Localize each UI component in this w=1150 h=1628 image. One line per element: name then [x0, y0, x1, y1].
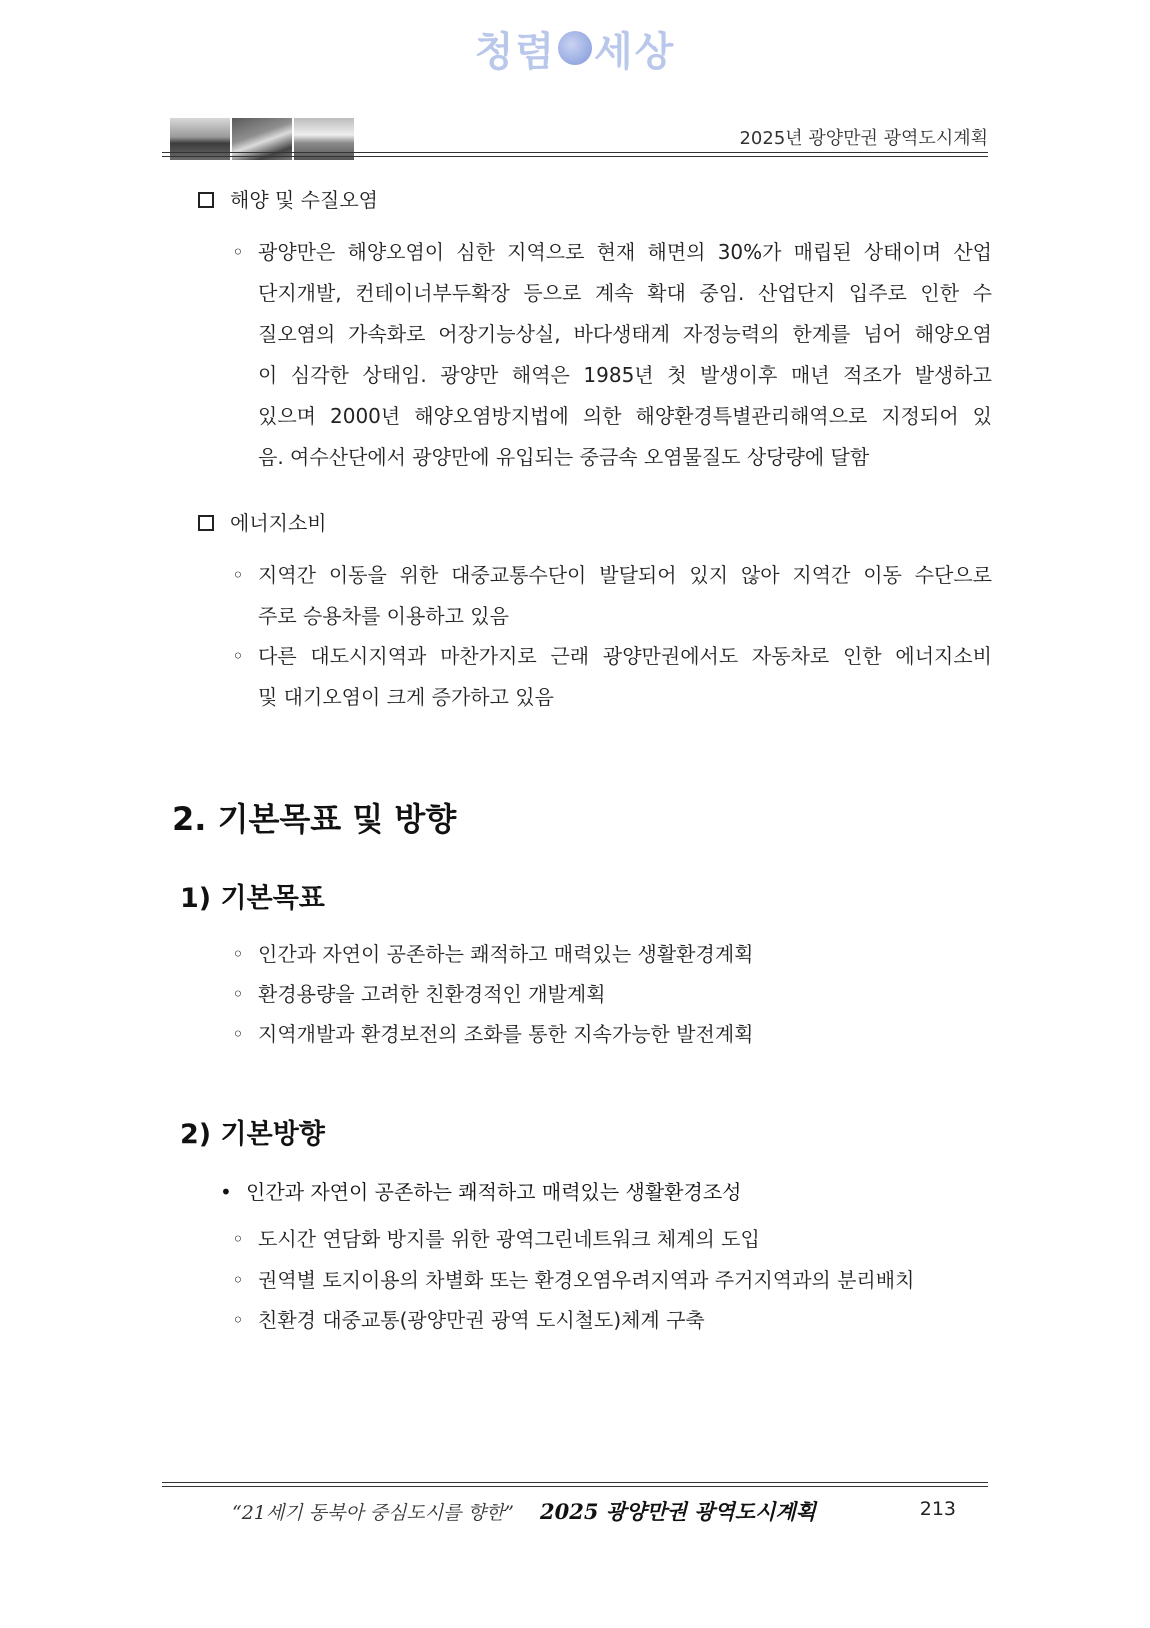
footer-rule	[162, 1482, 988, 1483]
header-logo	[430, 18, 720, 78]
logo-text-right: 세상	[594, 28, 676, 75]
section-heading-energy: 에너지소비	[198, 507, 327, 536]
chapter-heading: 2. 기본목표 및 방향	[172, 800, 457, 838]
water-paragraph	[232, 232, 992, 478]
logo-text-left: 청렴	[474, 28, 556, 75]
header-title: 2025년 광양만권 광역도시계획	[739, 128, 988, 149]
goals-heading: 1) 기본목표	[180, 883, 325, 914]
paragraph-line: 다른 대도시지역과 마찬가지로 근래 광양만권에서도 자동차로 인한 에너지소비	[258, 644, 992, 668]
checkbox-square-icon	[198, 192, 214, 208]
checkbox-square-icon	[198, 515, 214, 531]
direction-main-item: • 인간과 자연이 공존하는 쾌적하고 매력있는 생활환경조성	[220, 1180, 742, 1204]
bullet-icon: ◦	[232, 240, 244, 264]
bullet-icon: ◦	[232, 1268, 244, 1292]
logo-emblem-icon	[558, 31, 592, 65]
energy-item-1	[232, 555, 992, 637]
paragraph-line: 광양만은 해양오염이 심한 지역으로 현재 해면의 30%가 매립된 상태이며 산업	[258, 240, 992, 264]
header-rule-thin	[162, 156, 988, 157]
bullet-dot-icon: •	[220, 1180, 232, 1204]
bullet-icon: ◦	[232, 563, 244, 587]
goal-item: ◦ 환경용량을 고려한 친환경적인 개발계획	[232, 979, 606, 1009]
header-image-river	[232, 118, 292, 160]
paragraph-line: 질오염의 가속화로 어장기능상실, 바다생태계 자정능력의 한계를 넘어 해양오염	[258, 322, 992, 346]
paragraph-line: 음. 여수산단에서 광양만에 유입되는 중금속 오염물질도 상당량에 달함	[258, 445, 870, 469]
direction-item: ◦ 도시간 연담화 방지를 위한 광역그린네트워크 체계의 도입	[232, 1224, 760, 1254]
bullet-icon: ◦	[232, 1308, 244, 1332]
paragraph-line: 이 심각한 상태임. 광양만 해역은 1985년 첫 발생이후 매년 적조가 발생하고	[258, 363, 992, 387]
header-image-sea	[170, 118, 230, 160]
section-heading-water: 해양 및 수질오염	[198, 184, 378, 213]
bullet-icon: ◦	[232, 942, 244, 966]
direction-item: ◦ 친환경 대중교통(광양만권 광역 도시철도)체계 구축	[232, 1305, 705, 1335]
page-number: 213	[919, 1498, 956, 1520]
paragraph-line: 있으며 2000년 해양오염방지법에 의한 해양환경특별관리해역으로 지정되어 있	[258, 404, 992, 428]
footer-rule-thin	[162, 1486, 988, 1487]
header-image-city	[294, 118, 354, 160]
paragraph-line: 주로 승용차를 이용하고 있음	[258, 604, 509, 628]
footer-quote: “21세기 동북아 중심도시를 향한”	[232, 1502, 514, 1524]
bullet-icon: ◦	[232, 1022, 244, 1046]
bullet-icon: ◦	[232, 982, 244, 1006]
goal-item: ◦ 지역개발과 환경보전의 조화를 통한 지속가능한 발전계획	[232, 1019, 753, 1049]
bullet-icon: ◦	[232, 644, 244, 668]
bullet-icon: ◦	[232, 1227, 244, 1251]
direction-item: ◦ 권역별 토지이용의 차별화 또는 환경오염우려지역과 주거지역과의 분리배치	[232, 1265, 914, 1295]
goal-item: ◦ 인간과 자연이 공존하는 쾌적하고 매력있는 생활환경계획	[232, 939, 753, 969]
header-rule	[162, 152, 988, 153]
paragraph-line: 지역간 이동을 위한 대중교통수단이 발달되어 있지 않아 지역간 이동 수단으로	[258, 563, 992, 587]
energy-item-2	[232, 636, 992, 718]
paragraph-line: 단지개발, 컨테이너부두확장 등으로 계속 확대 중임. 산업단지 입주로 인한 수	[258, 281, 992, 305]
header-images	[170, 118, 354, 160]
directions-heading: 2) 기본방향	[180, 1119, 325, 1150]
paragraph-line: 및 대기오염이 크게 증가하고 있음	[258, 685, 554, 709]
footer-title: 2025 광양만권 광역도시계획	[540, 1499, 816, 1524]
